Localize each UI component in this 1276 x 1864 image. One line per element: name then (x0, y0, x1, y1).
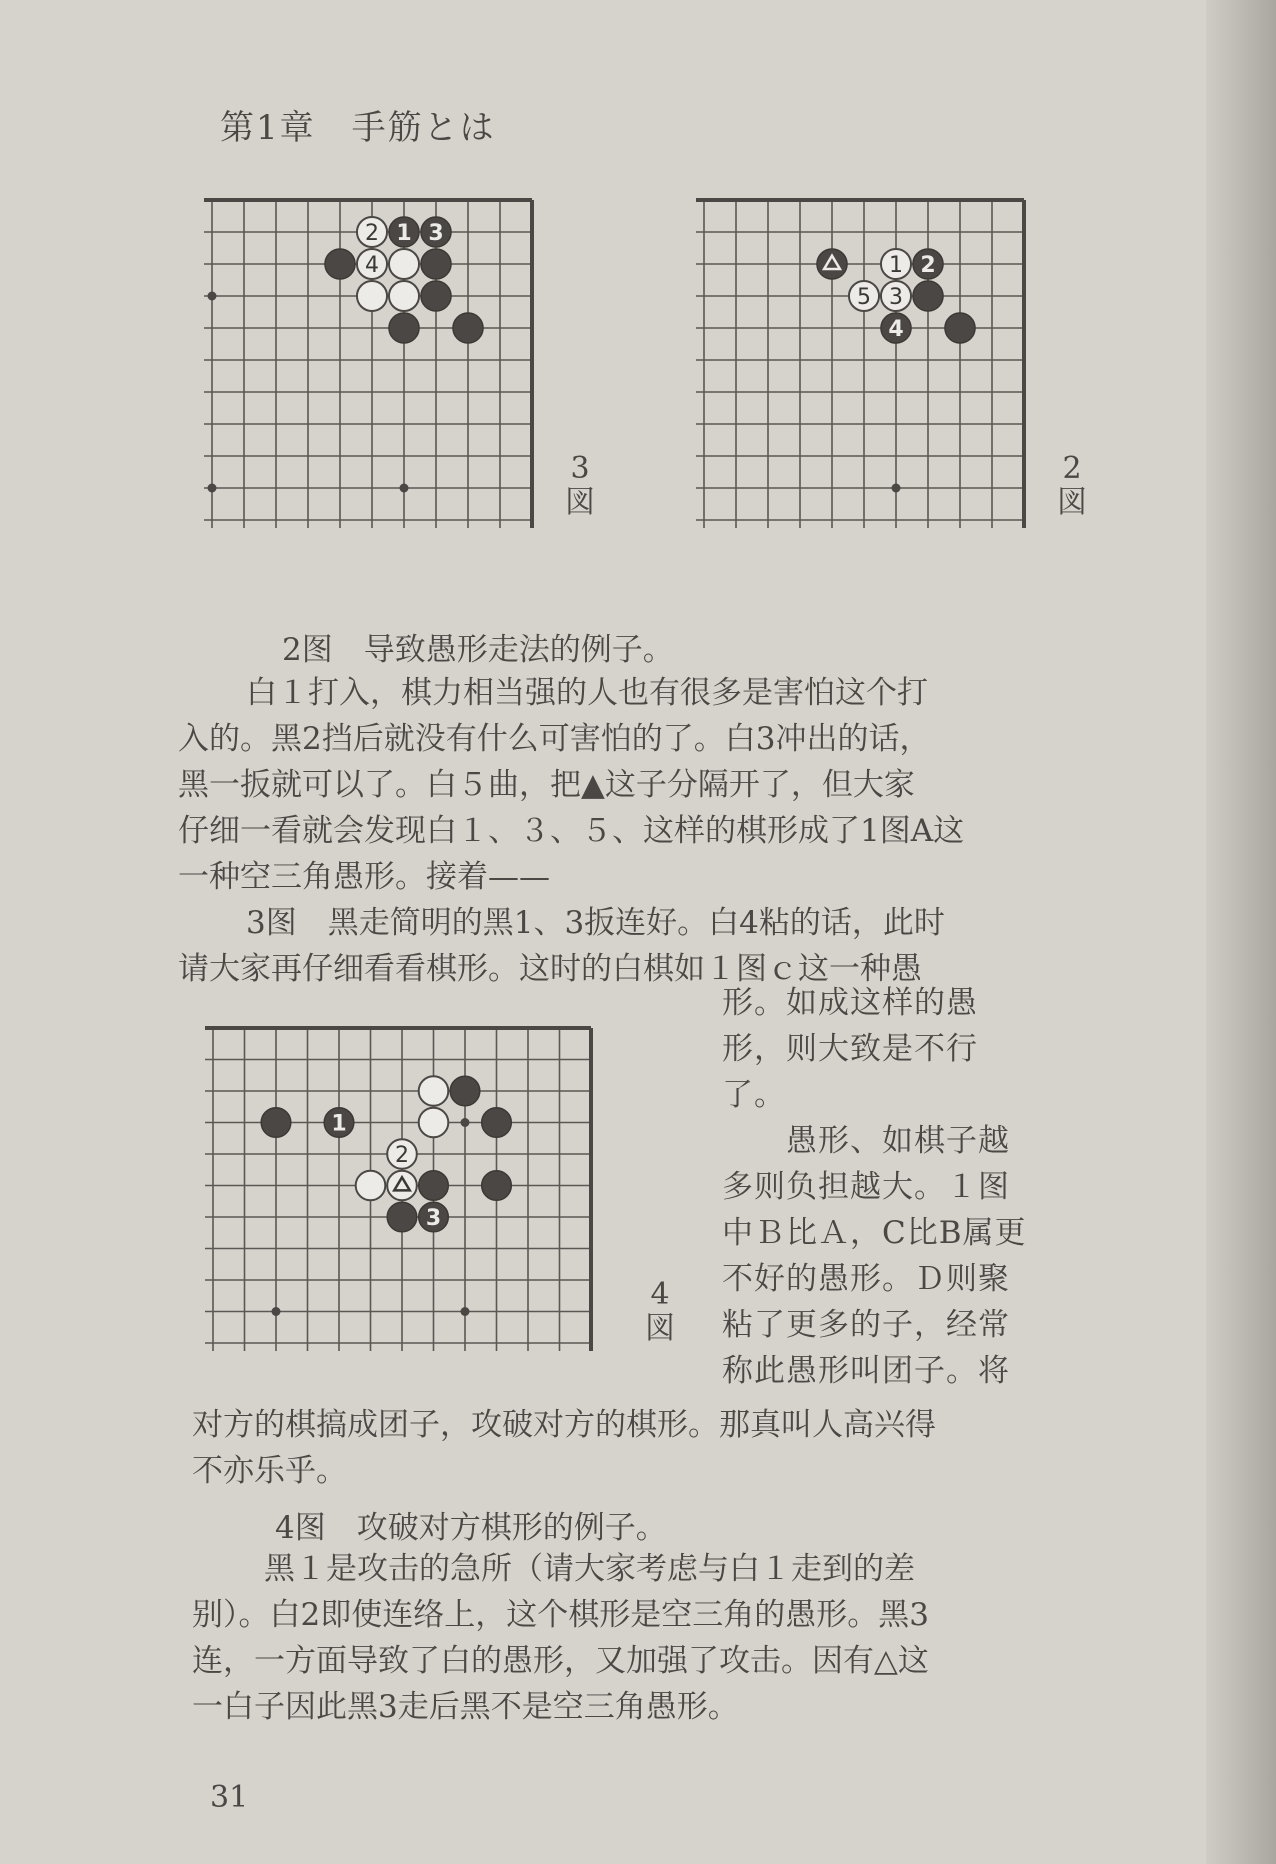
black-stone (945, 313, 975, 343)
star-point (208, 484, 217, 493)
text-line: 中Ｂ比Ａ，C比B属更 (722, 1215, 1027, 1251)
move-number: 3 (428, 221, 444, 246)
text-line: 不亦乐乎。 (192, 1453, 347, 1489)
star-point (461, 1118, 470, 1127)
side-column-text (722, 980, 1062, 1394)
text-line: 对方的棋搞成团子，攻破对方的棋形。那真叫人高兴得 (192, 1407, 936, 1443)
page-number: 31 (210, 1780, 249, 1815)
text-line: 粘了更多的子，经常 (722, 1307, 1010, 1343)
move-number: 1 (396, 221, 412, 246)
go-diagram-3 (198, 194, 544, 540)
black-stone (419, 1171, 449, 1201)
text-line: 一种空三角愚形。接着—— (178, 859, 550, 895)
black-stone (325, 249, 355, 279)
diagram-4-label: 4 図 (645, 1277, 675, 1346)
star-point (892, 484, 901, 493)
black-stone (419, 1202, 449, 1232)
text-line: 愚形、如棋子越 (722, 1123, 1010, 1159)
text-line: 白１打入，棋力相当强的人也有很多是害怕这个打 (246, 675, 928, 711)
star-point (272, 1307, 281, 1316)
diagram-3-label: 3 図 (565, 451, 595, 520)
text-line: 一白子因此黑3走后黑不是空三角愚形。 (192, 1689, 739, 1725)
text-line: 入的。黑2挡后就没有什么可害怕的了。白3冲出的话， (178, 721, 931, 757)
black-stone (450, 1076, 480, 1106)
diagram-2-label: 2 図 (1057, 451, 1087, 520)
text-line: 3图 黑走简明的黑1、3扳连好。白4粘的话，此时 (246, 905, 945, 941)
page-edge-shadow (1206, 0, 1276, 1864)
black-stone (482, 1171, 512, 1201)
white-stone (389, 281, 419, 311)
black-stone (421, 249, 451, 279)
black-stone (324, 1108, 354, 1138)
go-diagram-4 (205, 1022, 625, 1368)
black-stone (482, 1108, 512, 1138)
running-head: 第1章 手筋とは (220, 108, 496, 148)
white-stone (419, 1076, 449, 1106)
black-stone (389, 217, 419, 247)
move-number: 2 (365, 221, 379, 246)
white-stone (387, 1139, 417, 1169)
text-line: 不好的愚形。Ｄ则聚 (722, 1261, 1010, 1297)
black-stone (817, 249, 847, 279)
text-line: 黑１是攻击的急所（请大家考虑与白１走到的差 (264, 1551, 915, 1587)
black-stone (389, 313, 419, 343)
text-line: 称此愚形叫团子。将 (722, 1353, 1010, 1389)
white-stone (881, 249, 911, 279)
star-point (208, 292, 217, 301)
text-line: 连，一方面导致了白的愚形，又加强了攻击。因有△这 (192, 1643, 929, 1679)
move-number: 1 (889, 253, 903, 278)
black-stone (421, 217, 451, 247)
white-stone (419, 1108, 449, 1138)
move-number: 4 (365, 253, 379, 278)
white-stone (357, 217, 387, 247)
text-line: 形。如成这样的愚 (722, 985, 978, 1021)
white-stone (357, 249, 387, 279)
white-stone (881, 281, 911, 311)
black-stone (453, 313, 483, 343)
move-number: 5 (857, 285, 871, 310)
section-3-tail (192, 1402, 936, 1494)
section-2-body (178, 670, 964, 900)
text-line: 了。 (722, 1077, 786, 1113)
move-number: 3 (889, 285, 903, 310)
section-4-body (192, 1546, 929, 1730)
move-number: 4 (888, 317, 904, 342)
black-stone (387, 1202, 417, 1232)
text-line: 形，则大致是不行 (722, 1031, 978, 1067)
black-stone (881, 313, 911, 343)
black-stone (913, 281, 943, 311)
white-stone (387, 1171, 417, 1201)
text-line: 黑一扳就可以了。白５曲，把▲这子分隔开了，但大家 (178, 767, 915, 803)
move-number: 3 (425, 1206, 442, 1231)
white-stone (849, 281, 879, 311)
star-point (400, 484, 409, 493)
text-line: 别）。白2即使连络上，这个棋形是空三角的愚形。黑3 (192, 1597, 929, 1633)
figure-2-caption: 2图 导致愚形走法的例子。 (282, 632, 674, 668)
white-stone (357, 281, 387, 311)
text-line: 仔细一看就会发现白１、３、５、这样的棋形成了1图A这 (178, 813, 965, 849)
move-number: 1 (331, 1111, 347, 1137)
white-stone (356, 1171, 386, 1201)
move-number: 2 (395, 1143, 409, 1168)
black-stone (261, 1108, 291, 1138)
section-3-body (178, 900, 945, 992)
text-line: 多则负担越大。１图 (722, 1169, 1010, 1205)
star-point (461, 1307, 470, 1316)
move-number: 2 (920, 253, 936, 278)
black-stone (913, 249, 943, 279)
go-diagram-2 (690, 194, 1036, 540)
text-line: 请大家再仔细看看棋形。这时的白棋如１图ｃ这一种愚 (178, 951, 922, 987)
figure-4-caption: 4图 攻破对方棋形的例子。 (275, 1510, 667, 1546)
black-stone (421, 281, 451, 311)
white-stone (389, 249, 419, 279)
